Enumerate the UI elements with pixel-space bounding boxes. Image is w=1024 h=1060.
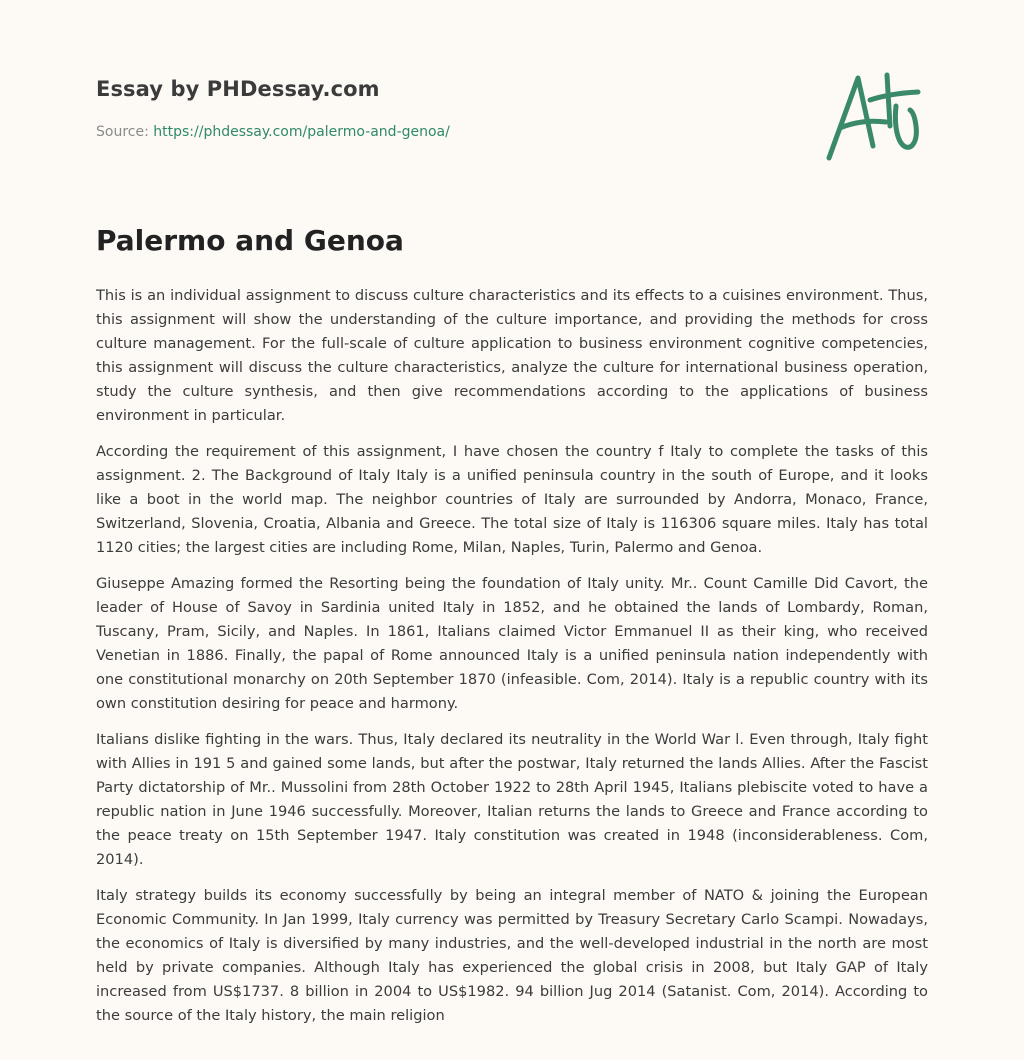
essay-paragraph: Italy strategy builds its economy successfully by being an integral member of NATO & joining the European Economic Community. In Jan 1999, Italy currency was permitted by Treasury Secretary Carlo Scampi. Nowadays, the economics of Italy is diversified by many industries, and the well-developed industrial in the north are most held by private companies. Although Italy has experienced the global crisis in 2008, but Italy GAP of Italy increased from US$1737. 8 billion in 2004 to US$1982. 94 billion Jug 2014 (Satanist. Com, 2014). According to the source of the Italy history, the main religion bbox=[96, 887, 928, 1024]
essay-paragraph: Italians dislike fighting in the wars. Thus, Italy declared its neutrality in the World War l. Even through, Italy fight with Allies in 191 5 and gained some lands, but after the postwar, Italy returned the lands Allies. After the Fascist Party dictatorship of Mr.. Mussolini from 28th October 1922 to 28th April 1945, Italians plebiscite voted to have a republic nation in June 1946 successfully. Moreover, Italian returns the lands to Greece and France according to the peace treaty on 15th September 1947. Italy constitution was created in 1948 (inconsiderableness. Com, 2014). bbox=[96, 731, 928, 868]
brand-title: Essay by PHDessay.com bbox=[96, 77, 380, 101]
essay-title: Palermo and Genoa bbox=[96, 224, 404, 257]
essay-paragraph: This is an individual assignment to discuss culture characteristics and its effects to a cuisines environment. Thus, this assignment will show the understanding of the culture importance, and providing the methods for cross culture management. For the full-scale of culture application to business environment cognitive competencies, this assignment will discuss the culture characteristics, analyze the culture for international business operation, study the culture synthesis, and then give recommendations according to the applications of business environment in particular. bbox=[96, 287, 928, 424]
source-link[interactable]: https://phdessay.com/palermo-and-genoa/ bbox=[153, 124, 450, 140]
source-line bbox=[96, 124, 450, 140]
essay-body bbox=[96, 284, 928, 1040]
source-label: Source: bbox=[96, 124, 149, 140]
essay-paragraph: According the requirement of this assignment, I have chosen the country f Italy to complete the tasks of this assignment. 2. The Background of Italy Italy is a unified peninsula country in the south of Europe, and it looks like a boot in the world map. The neighbor countries of Italy are surrounded by Andorra, Monaco, France, Switzerland, Slovenia, Croatia, Albania and Greece. The total size of Italy is 116306 square miles. Italy has total 1120 cities; the largest cities are including Rome, Milan, Naples, Turin, Palermo and Genoa. bbox=[96, 443, 928, 556]
a-plus-logo-icon bbox=[820, 66, 930, 166]
essay-paragraph: Giuseppe Amazing formed the Resorting being the foundation of Italy unity. Mr.. Count Camille Did Cavort, the leader of House of Savoy in Sardinia united Italy in 1852, and he obtained the lands of Lombardy, Roman, Tuscany, Pram, Sicily, and Naples. In 1861, Italians claimed Victor Emmanuel II as their king, who received Venetian in 1886. Finally, the papal of Rome announced Italy is a unified peninsula nation independently with one constitutional monarchy on 20th September 1870 (infeasible. Com, 2014). Italy is a republic country with its own constitution desiring for peace and harmony. bbox=[96, 575, 928, 712]
